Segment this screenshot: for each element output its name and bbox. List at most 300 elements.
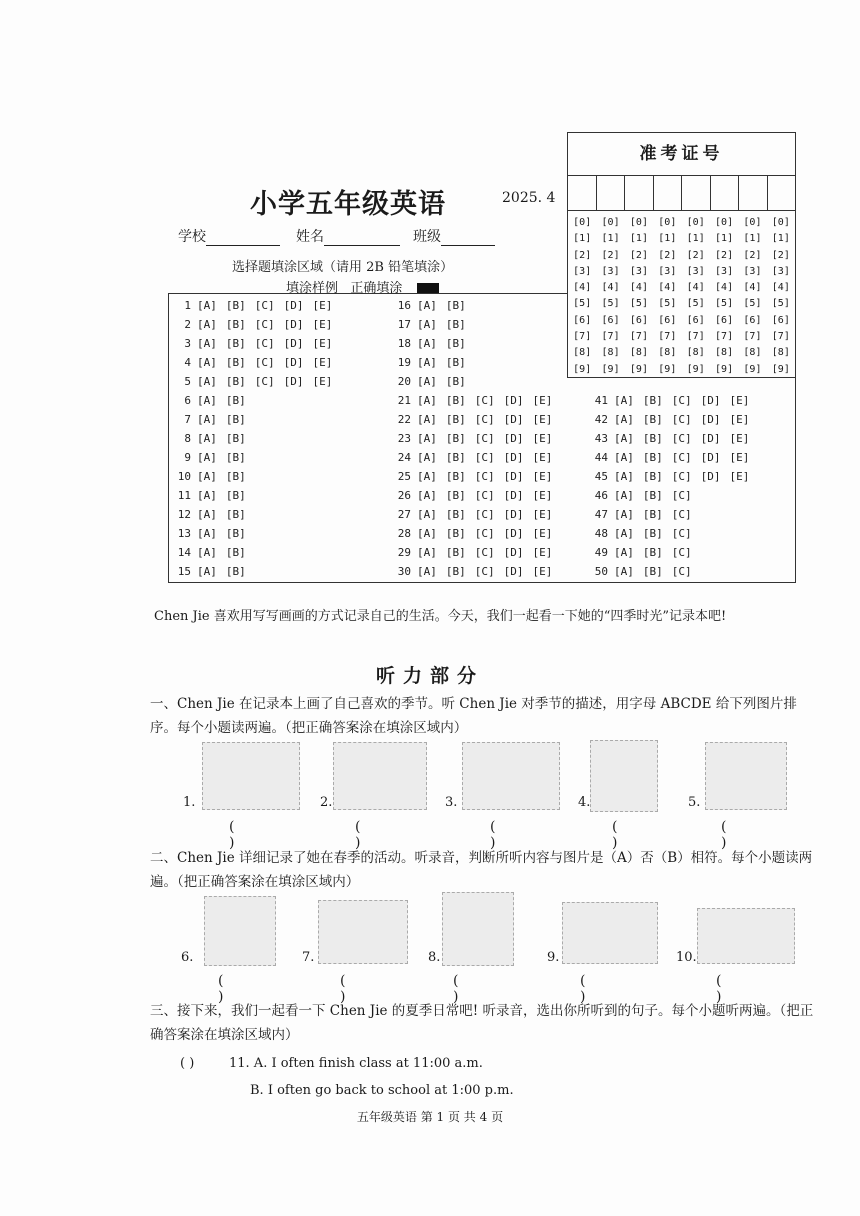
answer-bubble[interactable]: [A] — [417, 451, 437, 464]
answer-row — [588, 432, 758, 451]
digit-bubble[interactable]: [4] — [629, 282, 648, 294]
exam-number-cell[interactable] — [682, 176, 711, 210]
digit-bubble[interactable]: [5] — [629, 298, 648, 310]
digit-column — [568, 215, 596, 378]
answer-bubble[interactable]: [C] — [474, 394, 495, 407]
answer-bubble[interactable]: [B] — [445, 356, 466, 369]
answer-bubble[interactable]: [D] — [503, 489, 524, 502]
answer-bubble[interactable]: [C] — [254, 375, 275, 388]
question-number: 30 — [397, 565, 411, 578]
answer-bubble[interactable]: [D] — [700, 394, 721, 407]
digit-bubble[interactable]: [2] — [658, 249, 677, 261]
answer-bubble[interactable]: [D] — [503, 413, 524, 426]
answer-bubble[interactable]: [A] — [197, 546, 217, 559]
digit-bubble[interactable]: [2] — [629, 249, 648, 261]
answer-row — [588, 508, 701, 527]
digit-bubble[interactable]: [7] — [686, 331, 705, 343]
answer-row — [171, 356, 341, 375]
answer-paren[interactable]: ( ) — [218, 973, 224, 1005]
answer-bubble[interactable]: [E] — [532, 413, 553, 426]
digit-bubble[interactable]: [5] — [658, 298, 677, 310]
digit-bubble[interactable]: [0] — [686, 217, 705, 228]
answer-bubble[interactable]: [B] — [445, 413, 466, 426]
answer-bubble[interactable]: [C] — [474, 489, 495, 502]
question-number: 21 — [397, 394, 411, 407]
digit-bubble[interactable]: [0] — [743, 217, 762, 228]
digit-column — [653, 215, 681, 378]
answer-bubble[interactable]: [D] — [700, 413, 721, 426]
question-number: 43 — [594, 432, 608, 445]
answer-bubble[interactable]: [E] — [532, 489, 553, 502]
exam-number-title: 准考证号 — [568, 133, 795, 176]
illustration — [333, 742, 427, 810]
exam-number-cell[interactable] — [711, 176, 740, 210]
answer-bubble[interactable]: [A] — [417, 375, 437, 388]
digit-bubble[interactable]: [8] — [771, 347, 790, 359]
answer-bubble[interactable]: [E] — [532, 527, 553, 540]
answer-row — [391, 375, 475, 394]
digit-bubble[interactable]: [6] — [573, 314, 592, 326]
answer-row — [391, 394, 561, 413]
answer-bubble[interactable]: [A] — [197, 451, 217, 464]
digit-bubble[interactable]: [7] — [629, 331, 648, 343]
answer-bubble[interactable]: [A] — [417, 508, 437, 521]
answer-bubble[interactable]: [A] — [614, 508, 634, 521]
illustration — [442, 892, 514, 966]
answer-row — [171, 375, 341, 394]
answer-bubble[interactable]: [B] — [445, 546, 466, 559]
digit-bubble[interactable]: [6] — [715, 314, 734, 326]
answer-bubble[interactable]: [D] — [283, 299, 304, 312]
digit-bubble[interactable]: [3] — [658, 265, 677, 277]
answer-bubble[interactable]: [D] — [283, 337, 304, 350]
answer-row — [171, 508, 255, 527]
digit-bubble[interactable]: [8] — [686, 347, 705, 359]
digit-bubble[interactable]: [7] — [743, 331, 762, 343]
question-number: 1 — [184, 299, 191, 312]
answer-bubble[interactable]: [B] — [642, 413, 663, 426]
digit-bubble[interactable]: [6] — [658, 314, 677, 326]
digit-bubble[interactable]: [1] — [573, 233, 592, 245]
question-number: 12 — [177, 508, 191, 521]
digit-bubble[interactable]: [0] — [573, 217, 592, 228]
digit-bubble[interactable]: [1] — [743, 233, 762, 245]
answer-row — [391, 432, 561, 451]
answer-paren[interactable]: ( ) — [453, 973, 459, 1005]
digit-bubble[interactable]: [4] — [686, 282, 705, 294]
answer-bubble[interactable]: [B] — [225, 527, 246, 540]
digit-bubble[interactable]: [7] — [658, 331, 677, 343]
answer-bubble[interactable]: [A] — [417, 394, 437, 407]
answer-bubble[interactable]: [A] — [614, 546, 634, 559]
digit-bubble[interactable]: [6] — [771, 314, 790, 326]
exam-number-cell[interactable] — [739, 176, 768, 210]
digit-bubble[interactable]: [7] — [601, 331, 620, 343]
answer-bubble[interactable]: [B] — [642, 451, 663, 464]
answer-bubble[interactable]: [D] — [503, 432, 524, 445]
answer-bubble[interactable]: [D] — [503, 527, 524, 540]
digit-bubble[interactable]: [9] — [658, 363, 677, 375]
digit-bubble[interactable]: [8] — [715, 347, 734, 359]
answer-bubble[interactable]: [A] — [197, 394, 217, 407]
digit-bubble[interactable]: [3] — [573, 265, 592, 277]
answer-bubble[interactable]: [A] — [417, 356, 437, 369]
answer-bubble[interactable]: [D] — [503, 565, 524, 578]
answer-bubble[interactable]: [C] — [671, 565, 692, 578]
answer-paren[interactable]: ( ) — [229, 819, 235, 851]
digit-bubble[interactable]: [0] — [715, 217, 734, 228]
answer-bubble[interactable]: [B] — [445, 470, 466, 483]
digit-bubble[interactable]: [8] — [573, 347, 592, 359]
digit-bubble[interactable]: [0] — [629, 217, 648, 228]
answer-bubble[interactable]: [C] — [474, 413, 495, 426]
answer-paren[interactable]: ( ) — [716, 973, 722, 1005]
answer-bubble[interactable]: [A] — [614, 413, 634, 426]
answer-bubble[interactable]: [E] — [312, 337, 333, 350]
digit-bubble[interactable]: [9] — [573, 363, 592, 375]
digit-bubble[interactable]: [4] — [658, 282, 677, 294]
digit-bubble[interactable]: [2] — [573, 249, 592, 261]
answer-bubble[interactable]: [A] — [197, 337, 217, 350]
answer-bubble[interactable]: [B] — [225, 451, 246, 464]
answer-bubble[interactable]: [C] — [254, 337, 275, 350]
answer-bubble[interactable]: [A] — [197, 527, 217, 540]
answer-bubble[interactable]: [E] — [729, 394, 750, 407]
illustration — [318, 900, 408, 964]
digit-bubble[interactable]: [2] — [771, 249, 790, 261]
answer-row — [391, 546, 561, 565]
answer-row — [588, 546, 701, 565]
answer-bubble[interactable]: [C] — [254, 356, 275, 369]
digit-bubble[interactable]: [4] — [771, 282, 790, 294]
answer-bubble[interactable]: [B] — [225, 489, 246, 502]
answer-bubble[interactable]: [A] — [614, 451, 634, 464]
digit-bubble[interactable]: [1] — [715, 233, 734, 245]
answer-bubble[interactable]: [E] — [729, 432, 750, 445]
digit-bubble[interactable]: [2] — [601, 249, 620, 261]
picture-number: 1. — [183, 795, 196, 810]
answer-bubble[interactable]: [A] — [197, 318, 217, 331]
answer-bubble[interactable]: [C] — [671, 451, 692, 464]
answer-bubble[interactable]: [C] — [474, 508, 495, 521]
answer-bubble[interactable]: [B] — [642, 432, 663, 445]
digit-bubble[interactable]: [9] — [629, 363, 648, 375]
answer-bubble[interactable]: [A] — [197, 489, 217, 502]
answer-bubble[interactable]: [B] — [225, 432, 246, 445]
digit-bubble[interactable]: [6] — [686, 314, 705, 326]
digit-bubble[interactable]: [1] — [658, 233, 677, 245]
question-number: 50 — [594, 565, 608, 578]
answer-bubble[interactable]: [E] — [532, 565, 553, 578]
answer-bubble[interactable]: [A] — [417, 337, 437, 350]
answer-bubble[interactable]: [C] — [474, 527, 495, 540]
answer-bubble[interactable]: [E] — [729, 413, 750, 426]
answer-bubble[interactable]: [C] — [671, 527, 692, 540]
question-number: 7 — [184, 413, 191, 426]
answer-bubble[interactable]: [B] — [445, 565, 466, 578]
exam-title: 小学五年级英语 — [250, 189, 446, 220]
answer-bubble[interactable]: [A] — [417, 527, 437, 540]
answer-bubble[interactable]: [B] — [642, 489, 663, 502]
answer-bubble[interactable]: [B] — [225, 337, 246, 350]
digit-bubble[interactable]: [9] — [771, 363, 790, 375]
digit-bubble[interactable]: [6] — [601, 314, 620, 326]
answer-bubble[interactable]: [B] — [445, 318, 466, 331]
exam-number-cell[interactable] — [568, 176, 597, 210]
answer-row — [588, 470, 758, 489]
answer-bubble[interactable]: [A] — [197, 508, 217, 521]
answer-bubble[interactable]: [E] — [729, 470, 750, 483]
answer-bubble[interactable]: [D] — [283, 375, 304, 388]
answer-bubble[interactable]: [B] — [225, 508, 246, 521]
answer-bubble[interactable]: [B] — [642, 470, 663, 483]
question-number: 46 — [594, 489, 608, 502]
answer-row — [588, 451, 758, 470]
answer-bubble[interactable]: [E] — [532, 451, 553, 464]
question-number: 44 — [594, 451, 608, 464]
digit-bubble[interactable]: [3] — [743, 265, 762, 277]
answer-bubble[interactable]: [C] — [671, 546, 692, 559]
digit-bubble[interactable]: [5] — [743, 298, 762, 310]
answer-row — [391, 337, 475, 356]
digit-bubble[interactable]: [8] — [629, 347, 648, 359]
answer-bubble[interactable]: [B] — [225, 470, 246, 483]
answer-bubble[interactable]: [B] — [445, 299, 466, 312]
digit-bubble[interactable]: [5] — [771, 298, 790, 310]
answer-paren[interactable]: ( ) — [340, 973, 346, 1005]
answer-bubble[interactable]: [D] — [700, 432, 721, 445]
answer-bubble[interactable]: [A] — [614, 489, 634, 502]
answer-row — [171, 527, 255, 546]
answer-bubble[interactable]: [C] — [474, 546, 495, 559]
answer-bubble[interactable]: [B] — [445, 527, 466, 540]
digit-bubble[interactable]: [4] — [601, 282, 620, 294]
answer-bubble[interactable]: [D] — [503, 394, 524, 407]
question-number: 13 — [177, 527, 191, 540]
question-number: 8 — [184, 432, 191, 445]
answer-paren[interactable]: ( ) — [721, 819, 727, 851]
answer-bubble[interactable]: [C] — [474, 565, 495, 578]
answer-bubble[interactable]: [A] — [197, 565, 217, 578]
answer-bubble[interactable]: [D] — [700, 451, 721, 464]
answer-bubble[interactable]: [B] — [225, 375, 246, 388]
digit-bubble[interactable]: [5] — [686, 298, 705, 310]
digit-bubble[interactable]: [9] — [601, 363, 620, 375]
answer-bubble[interactable]: [A] — [417, 299, 437, 312]
answer-bubble[interactable]: [A] — [417, 413, 437, 426]
answer-bubble[interactable]: [C] — [474, 451, 495, 464]
answer-bubble[interactable]: [B] — [445, 375, 466, 388]
digit-bubble[interactable]: [1] — [601, 233, 620, 245]
answer-bubble[interactable]: [B] — [445, 394, 466, 407]
answer-bubble[interactable]: [E] — [312, 299, 333, 312]
answer-bubble[interactable]: [A] — [417, 318, 437, 331]
answer-row — [171, 565, 255, 584]
answer-bubble[interactable]: [A] — [614, 394, 634, 407]
answer-bubble[interactable]: [A] — [417, 546, 437, 559]
answer-bubble[interactable]: [D] — [503, 508, 524, 521]
question-number: 20 — [397, 375, 411, 388]
digit-bubble[interactable]: [4] — [573, 282, 592, 294]
question-number: 6 — [184, 394, 191, 407]
answer-row — [588, 527, 701, 546]
answer-bubble[interactable]: [B] — [445, 432, 466, 445]
answer-bubble[interactable]: [D] — [503, 451, 524, 464]
answer-bubble[interactable]: [A] — [614, 470, 634, 483]
exam-number-cell[interactable] — [654, 176, 683, 210]
answer-bubble[interactable]: [B] — [642, 565, 663, 578]
answer-bubble[interactable]: [A] — [614, 565, 634, 578]
question-number: 16 — [397, 299, 411, 312]
answer-paren[interactable]: ( ) — [580, 973, 586, 1005]
answer-bubble[interactable]: [B] — [225, 546, 246, 559]
exam-number-cell[interactable] — [768, 176, 796, 210]
question-number: 26 — [397, 489, 411, 502]
class-field[interactable] — [413, 226, 495, 246]
answer-bubble[interactable]: [E] — [532, 394, 553, 407]
question-number: 48 — [594, 527, 608, 540]
exam-date: 2025. 4 — [502, 190, 556, 206]
answer-bubble[interactable]: [B] — [225, 318, 246, 331]
digit-bubble[interactable]: [7] — [715, 331, 734, 343]
answer-paren[interactable]: ( ) — [490, 819, 496, 851]
answer-bubble[interactable]: [D] — [503, 470, 524, 483]
digit-bubble[interactable]: [4] — [715, 282, 734, 294]
answer-bubble[interactable]: [A] — [417, 470, 437, 483]
answer-bubble[interactable]: [C] — [671, 432, 692, 445]
digit-bubble[interactable]: [4] — [743, 282, 762, 294]
answer-bubble[interactable]: [D] — [700, 470, 721, 483]
answer-bubble[interactable]: [E] — [312, 375, 333, 388]
digit-bubble[interactable]: [3] — [715, 265, 734, 277]
answer-row — [391, 299, 475, 318]
digit-bubble[interactable]: [2] — [743, 249, 762, 261]
question-number: 41 — [594, 394, 608, 407]
digit-bubble[interactable]: [1] — [771, 233, 790, 245]
name-field[interactable] — [296, 226, 400, 246]
digit-bubble[interactable]: [2] — [715, 249, 734, 261]
answer-paren[interactable]: ( ) — [612, 819, 618, 851]
digit-bubble[interactable]: [3] — [629, 265, 648, 277]
digit-bubble[interactable]: [1] — [629, 233, 648, 245]
digit-bubble[interactable]: [0] — [658, 217, 677, 228]
answer-bubble[interactable]: [A] — [197, 413, 217, 426]
answer-bubble[interactable]: [B] — [225, 356, 246, 369]
answer-bubble[interactable]: [C] — [474, 470, 495, 483]
answer-bubble[interactable]: [C] — [671, 413, 692, 426]
answer-bubble[interactable]: [A] — [417, 489, 437, 502]
answer-bubble[interactable]: [B] — [445, 508, 466, 521]
exam-number-cell[interactable] — [625, 176, 654, 210]
answer-bubble[interactable]: [E] — [532, 546, 553, 559]
digit-bubble[interactable]: [7] — [771, 331, 790, 343]
question-number: 23 — [397, 432, 411, 445]
answer-bubble[interactable]: [A] — [614, 432, 634, 445]
answer-bubble[interactable]: [C] — [474, 432, 495, 445]
illustration — [204, 896, 276, 966]
answer-bubble[interactable]: [B] — [225, 413, 246, 426]
answer-bubble[interactable]: [E] — [312, 356, 333, 369]
answer-row — [391, 356, 475, 375]
answer-bubble[interactable]: [A] — [197, 470, 217, 483]
answer-bubble[interactable]: [E] — [312, 318, 333, 331]
digit-bubble[interactable]: [8] — [601, 347, 620, 359]
answer-bubble[interactable]: [E] — [532, 470, 553, 483]
answer-bubble[interactable]: [B] — [642, 508, 663, 521]
digit-bubble[interactable]: [0] — [771, 217, 790, 228]
question-number: 17 — [397, 318, 411, 331]
digit-bubble[interactable]: [3] — [771, 265, 790, 277]
answer-bubble[interactable]: [D] — [503, 546, 524, 559]
answer-bubble[interactable]: [E] — [729, 451, 750, 464]
answer-bubble[interactable]: [B] — [225, 565, 246, 578]
question-11-paren[interactable]: ( ) — [180, 1056, 195, 1071]
question-number: 45 — [594, 470, 608, 483]
answer-bubble[interactable]: [B] — [445, 489, 466, 502]
answer-bubble[interactable]: [D] — [283, 356, 304, 369]
question-number: 18 — [397, 337, 411, 350]
answer-bubble[interactable]: [B] — [225, 299, 246, 312]
digit-bubble[interactable]: [9] — [715, 363, 734, 375]
answer-bubble[interactable]: [B] — [642, 546, 663, 559]
answer-bubble[interactable]: [D] — [283, 318, 304, 331]
answer-row — [588, 489, 701, 508]
digit-bubble[interactable]: [5] — [601, 298, 620, 310]
answer-bubble[interactable]: [A] — [417, 432, 437, 445]
digit-bubble[interactable]: [1] — [686, 233, 705, 245]
digit-bubble[interactable]: [8] — [743, 347, 762, 359]
digit-bubble[interactable]: [9] — [743, 363, 762, 375]
answer-bubble[interactable]: [A] — [197, 356, 217, 369]
question-number: 49 — [594, 546, 608, 559]
answer-bubble[interactable]: [B] — [642, 527, 663, 540]
digit-bubble[interactable]: [3] — [601, 265, 620, 277]
digit-bubble[interactable]: [9] — [686, 363, 705, 375]
answer-bubble[interactable]: [E] — [532, 432, 553, 445]
question-11-option-b: B. I often go back to school at 1:00 p.m. — [250, 1083, 514, 1098]
answer-bubble[interactable]: [B] — [445, 451, 466, 464]
answer-bubble[interactable]: [B] — [642, 394, 663, 407]
digit-bubble[interactable]: [6] — [743, 314, 762, 326]
digit-bubble[interactable]: [7] — [573, 331, 592, 343]
answer-bubble[interactable]: [A] — [197, 299, 217, 312]
answer-bubble[interactable]: [A] — [197, 432, 217, 445]
digit-bubble[interactable]: [8] — [658, 347, 677, 359]
answer-bubble[interactable]: [C] — [254, 318, 275, 331]
answer-paren[interactable]: ( ) — [355, 819, 361, 851]
answer-bubble[interactable]: [C] — [671, 508, 692, 521]
digit-column — [625, 215, 653, 378]
digit-bubble[interactable]: [5] — [573, 298, 592, 310]
school-field[interactable] — [178, 226, 280, 246]
answer-bubble[interactable]: [E] — [532, 508, 553, 521]
answer-bubble[interactable]: [B] — [445, 337, 466, 350]
exam-number-cell[interactable] — [597, 176, 626, 210]
answer-bubble[interactable]: [C] — [671, 394, 692, 407]
answer-bubble[interactable]: [C] — [254, 299, 275, 312]
answer-bubble[interactable]: [A] — [197, 375, 217, 388]
digit-bubble[interactable]: [3] — [686, 265, 705, 277]
answer-bubble[interactable]: [C] — [671, 489, 692, 502]
answer-bubble[interactable]: [C] — [671, 470, 692, 483]
digit-bubble[interactable]: [5] — [715, 298, 734, 310]
digit-bubble[interactable]: [6] — [629, 314, 648, 326]
digit-bubble[interactable]: [0] — [601, 217, 620, 228]
answer-bubble[interactable]: [B] — [225, 394, 246, 407]
answer-bubble[interactable]: [A] — [614, 527, 634, 540]
digit-bubble[interactable]: [2] — [686, 249, 705, 261]
answer-bubble[interactable]: [A] — [417, 565, 437, 578]
